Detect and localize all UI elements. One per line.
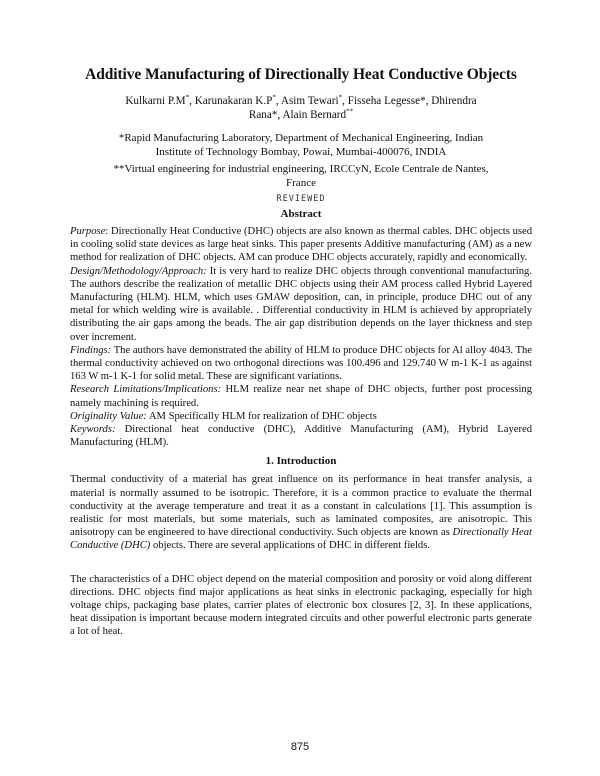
paper-title: Additive Manufacturing of Directionally Heat Conductive Objects [85,66,517,83]
abstract-findings [70,344,532,384]
design-label: Design/Methodology/Approach: [70,265,207,277]
author-mark: ** [346,107,354,116]
abstract-design [70,265,532,344]
affiliation-1: *Rapid Manufacturing Laboratory, Department of Mechanical Engineering, Indian Institute of Technology Bombay, Powai, Mumbai-400076, INDIA [118,132,484,158]
author-separator: , [277,109,283,121]
author-separator: , [189,95,195,107]
limitations-text: HLM realize near net shape of DHC objects, further post processing namely machining is required. [70,384,532,409]
intro-p1-text-a: Thermal conductivity of a material has great influence on its performance in heat transfer analysis, a material is normally assumed to be isotropic. Therefore, it is a common practice to evaluate the thermal conductivity at the average temperature and treat it as a constant in calculations [1]. This assumption is realistic for most materials, but some materials, such as laminated composites, are anisotropic. This anisotropy can be engineered to have directional conductivity. Such objects are known as [70,474,532,539]
author-name: Dhirendra Rana* [248,95,477,121]
author-mark: * [272,93,276,102]
abstract-purpose [70,225,532,265]
author-mark: * [338,93,343,102]
page-number: 875 [290,741,310,753]
originality-label: Originality Value: [70,410,147,422]
abstract-keywords [70,423,532,449]
author-name: Karunakaran K.P [194,95,273,107]
author-separator: , [342,95,348,107]
reviewed-stamp: REVIEWED [276,194,326,204]
section-heading-introduction: 1. Introduction [265,455,337,468]
introduction-body [70,473,532,638]
intro-p1-emphasis: Directionally Heat Conductive (DHC) [70,527,532,552]
purpose-text: : Directionally Heat Conductive (DHC) objects are also known as thermal cables. DHC objects used in cooling solid state devices as large heat sinks. This paper presents Additive manufacturing (AM) as a new method for realization of DHC objects. AM can produce DHC objects accurately, rapidly and economically. [70,226,532,264]
author-name: Asim Tewari [280,95,339,107]
intro-paragraph-2: The characteristics of a DHC object depend on the material composition and porosity or void along different directions. DHC objects find major applications as heat sinks in electronic packaging, especially for high voltage chips, packaging base plates, carrier plates of electronic box closures [2, 3]. In these applications, heat dissipation is important because modern integrated circuits and other powerful electronic parts generate a lot of heat. [70,573,532,638]
keywords-label: Keywords: [70,424,116,436]
author-name: Fisseha Legesse* [347,95,426,107]
abstract-heading: Abstract [280,208,322,220]
intro-p1-text-b: objects. There are several applications of DHC in different fields. [150,540,430,552]
author-separator: , [425,95,432,107]
findings-text: The authors have demonstrated the ability of HLM to produce DHC objects for Al alloy 4043. The thermal conductivity achieved on two orthogonal directions was 100.496 and 129.740 W m-1 K-1 as against 163 W m-1 K-1 for solid metal. These are significant variations. [70,344,532,383]
abstract-originality [70,410,532,423]
keywords-text: Directional heat conductive (DHC), Additive Manufacturing (AM), Hybrid Layered Manufacturing (HLM). [70,424,532,449]
intro-paragraph-1 [70,473,532,552]
author-list [121,94,481,122]
paper-page [70,66,532,639]
design-text: It is very hard to realize DHC objects through conventional manufacturing. The authors describe the realization of metallic DHC objects using their AM process called Hybrid Layered Manufacturing (HLM). HLM, which uses GMAW deposition, can, in principle, produce DHC out of any metal for which welding wire is available. . Differential conductivity in HLM is achieved by appropriately distributing the air gaps among the beads. The air gap distribution depends on the layer thickness and step over increment. [70,265,532,343]
limitations-label: Research Limitations/Implications: [70,384,222,396]
findings-label: Findings: [70,344,112,356]
purpose-label: Purpose [70,226,106,237]
abstract-body [70,225,532,449]
affiliation-2: **Virtual engineering for industrial engineering, IRCCyN, Ecole Centrale de Nantes, France [113,163,489,189]
author-mark: * [185,93,190,102]
author-name: Alain Bernard [282,109,347,121]
originality-text: AM Specifically HLM for realization of DHC objects [146,410,377,422]
author-name: Kulkarni P.M [125,95,186,107]
abstract-limitations [70,383,532,409]
author-separator: , [275,95,281,107]
